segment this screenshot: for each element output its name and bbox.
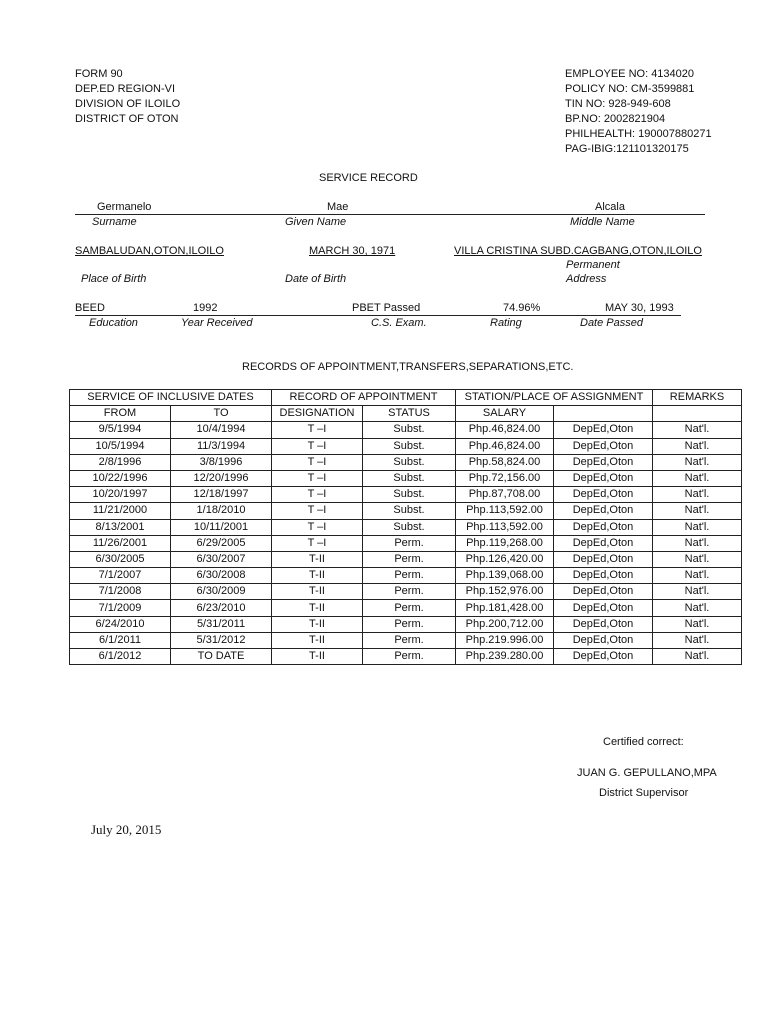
table-row — [70, 470, 742, 486]
table-row — [70, 584, 742, 600]
cell-from: 9/5/1994 — [70, 422, 171, 438]
header-service-dates: SERVICE OF INCLUSIVE DATES — [70, 390, 272, 406]
cell-designation: T-II — [272, 632, 363, 648]
header-designation: DESIGNATION — [272, 406, 363, 422]
cell-station: DepEd,Oton — [554, 584, 653, 600]
cell-salary: Php.200,712.00 — [456, 616, 554, 632]
table-group-header-row — [70, 390, 742, 406]
middle-name-value: Alcala — [595, 201, 625, 213]
cell-remarks: Nat'l. — [653, 503, 742, 519]
cell-from: 6/1/2012 — [70, 649, 171, 665]
cell-remarks: Nat'l. — [653, 535, 742, 551]
cell-to: 10/4/1994 — [171, 422, 272, 438]
cell-remarks: Nat'l. — [653, 649, 742, 665]
cell-status: Subst. — [363, 438, 456, 454]
cell-station: DepEd,Oton — [554, 535, 653, 551]
header-from: FROM — [70, 406, 171, 422]
tin-number: TIN NO: 928-949-608 — [565, 98, 671, 110]
cell-from: 7/1/2009 — [70, 600, 171, 616]
cell-remarks: Nat'l. — [653, 584, 742, 600]
table-sub-header-row — [70, 406, 742, 422]
cell-designation: T –I — [272, 503, 363, 519]
records-title: RECORDS OF APPOINTMENT,TRANSFERS,SEPARATIONS,ETC. — [242, 361, 574, 373]
service-records-table — [69, 389, 742, 665]
cell-station: DepEd,Oton — [554, 568, 653, 584]
cell-status: Perm. — [363, 600, 456, 616]
place-of-birth-label: Place of Birth — [81, 273, 147, 285]
header-remarks: REMARKS — [653, 390, 742, 406]
table-row — [70, 454, 742, 470]
cell-station: DepEd,Oton — [554, 616, 653, 632]
cell-to: 12/18/1997 — [171, 487, 272, 503]
cell-remarks: Nat'l. — [653, 551, 742, 567]
cs-exam-label: C.S. Exam. — [371, 317, 427, 329]
cell-from: 10/22/1996 — [70, 470, 171, 486]
cell-to: 6/30/2009 — [171, 584, 272, 600]
year-received-value: 1992 — [193, 302, 218, 314]
cell-station: DepEd,Oton — [554, 632, 653, 648]
cell-remarks: Nat'l. — [653, 632, 742, 648]
cell-to: 12/20/1996 — [171, 470, 272, 486]
table-row — [70, 503, 742, 519]
given-name-value: Mae — [327, 201, 349, 213]
table-row — [70, 616, 742, 632]
cell-status: Subst. — [363, 422, 456, 438]
cell-to: TO DATE — [171, 649, 272, 665]
address-value: VILLA CRISTINA SUBD.CAGBANG,OTON,ILOILO — [454, 245, 702, 257]
cell-to: 6/23/2010 — [171, 600, 272, 616]
cell-from: 11/26/2001 — [70, 535, 171, 551]
cell-status: Perm. — [363, 535, 456, 551]
cell-designation: T –I — [272, 454, 363, 470]
table-row — [70, 551, 742, 567]
cell-designation: T –I — [272, 487, 363, 503]
records-body — [70, 422, 742, 665]
table-row — [70, 519, 742, 535]
cell-station: DepEd,Oton — [554, 470, 653, 486]
name-underline — [75, 214, 705, 215]
cell-station: DepEd,Oton — [554, 551, 653, 567]
cell-to: 5/31/2012 — [171, 632, 272, 648]
cell-salary: Php.46,824.00 — [456, 438, 554, 454]
cell-salary: Php.58,824.00 — [456, 454, 554, 470]
cell-remarks: Nat'l. — [653, 519, 742, 535]
philhealth-number: PHILHEALTH: 190007880271 — [565, 128, 712, 140]
cell-remarks: Nat'l. — [653, 487, 742, 503]
cell-designation: T –I — [272, 438, 363, 454]
document-title: SERVICE RECORD — [319, 172, 418, 184]
header-status: STATUS — [363, 406, 456, 422]
cell-status: Subst. — [363, 454, 456, 470]
cell-to: 6/29/2005 — [171, 535, 272, 551]
cell-station: DepEd,Oton — [554, 600, 653, 616]
surname-value: Germanelo — [97, 201, 152, 213]
cell-from: 6/30/2005 — [70, 551, 171, 567]
cell-from: 10/20/1997 — [70, 487, 171, 503]
office-header — [75, 67, 180, 127]
table-row — [70, 600, 742, 616]
cell-station: DepEd,Oton — [554, 487, 653, 503]
cell-station: DepEd,Oton — [554, 438, 653, 454]
table-row — [70, 438, 742, 454]
place-of-birth-value: SAMBALUDAN,OTON,ILOILO — [75, 245, 224, 257]
cell-remarks: Nat'l. — [653, 438, 742, 454]
cell-station: DepEd,Oton — [554, 503, 653, 519]
rating-label: Rating — [490, 317, 522, 329]
cell-designation: T-II — [272, 584, 363, 600]
employee-number: EMPLOYEE NO: 4134020 — [565, 68, 695, 80]
cell-status: Perm. — [363, 584, 456, 600]
year-received-label: Year Received — [181, 317, 253, 329]
cell-designation: T –I — [272, 470, 363, 486]
cell-status: Subst. — [363, 519, 456, 535]
cell-status: Perm. — [363, 551, 456, 567]
header-record-of-appointment: RECORD OF APPOINTMENT — [272, 390, 456, 406]
header-station: STATION/PLACE OF ASSIGNMENT — [456, 390, 653, 406]
cell-station: DepEd,Oton — [554, 454, 653, 470]
cell-designation: T –I — [272, 535, 363, 551]
date-passed-value: MAY 30, 1993 — [605, 302, 674, 314]
date-of-birth-label: Date of Birth — [285, 273, 347, 285]
form-number: FORM 90 — [75, 68, 123, 80]
surname-label: Surname — [92, 216, 137, 228]
certified-correct: Certified correct: — [603, 736, 684, 748]
cell-salary: Php.87,708.00 — [456, 487, 554, 503]
header-station-blank — [554, 406, 653, 422]
date-of-birth-value: MARCH 30, 1971 — [309, 245, 396, 257]
table-row — [70, 535, 742, 551]
cell-from: 11/21/2000 — [70, 503, 171, 519]
cell-salary: Php.152,976.00 — [456, 584, 554, 600]
cell-salary: Php.181,428.00 — [456, 600, 554, 616]
cell-designation: T-II — [272, 600, 363, 616]
education-underline — [75, 315, 681, 316]
cell-salary: Php.72,156.00 — [456, 470, 554, 486]
cell-salary: Php.119,268.00 — [456, 535, 554, 551]
cell-salary: Php.239.280.00 — [456, 649, 554, 665]
table-row — [70, 422, 742, 438]
education-value: BEED — [75, 302, 105, 314]
cell-status: Subst. — [363, 487, 456, 503]
table-row — [70, 632, 742, 648]
cell-designation: T-II — [272, 616, 363, 632]
cell-status: Perm. — [363, 649, 456, 665]
cell-from: 6/24/2010 — [70, 616, 171, 632]
cell-status: Perm. — [363, 632, 456, 648]
cell-from: 7/1/2007 — [70, 568, 171, 584]
cell-designation: T-II — [272, 568, 363, 584]
cell-to: 11/3/1994 — [171, 438, 272, 454]
cell-status: Perm. — [363, 616, 456, 632]
middle-name-label: Middle Name — [570, 216, 635, 228]
cell-station: DepEd,Oton — [554, 519, 653, 535]
cell-from: 7/1/2008 — [70, 584, 171, 600]
table-row — [70, 568, 742, 584]
cell-to: 3/8/1996 — [171, 454, 272, 470]
cell-remarks: Nat'l. — [653, 600, 742, 616]
district: DISTRICT OF OTON — [75, 113, 179, 125]
cell-designation: T-II — [272, 649, 363, 665]
region: DEP.ED REGION-VI — [75, 83, 176, 95]
cs-exam-value: PBET Passed — [352, 302, 421, 314]
cell-remarks: Nat'l. — [653, 568, 742, 584]
cell-remarks: Nat'l. — [653, 470, 742, 486]
cell-remarks: Nat'l. — [653, 422, 742, 438]
cell-salary: Php.113,592.00 — [456, 519, 554, 535]
pagibig-number: PAG-IBIG:121101320175 — [565, 143, 689, 155]
cell-station: DepEd,Oton — [554, 649, 653, 665]
given-name-label: Given Name — [285, 216, 347, 228]
date-passed-label: Date Passed — [580, 317, 643, 329]
address-label-1: Permanent — [566, 259, 620, 271]
cell-to: 6/30/2007 — [171, 551, 272, 567]
rating-value: 74.96% — [503, 302, 541, 314]
education-label: Education — [89, 317, 138, 329]
cell-status: Perm. — [363, 568, 456, 584]
header-remarks-blank — [653, 406, 742, 422]
cell-from: 10/5/1994 — [70, 438, 171, 454]
cell-from: 2/8/1996 — [70, 454, 171, 470]
cell-station: DepEd,Oton — [554, 422, 653, 438]
table-row — [70, 649, 742, 665]
division: DIVISION OF ILOILO — [75, 98, 181, 110]
header-to: TO — [171, 406, 272, 422]
address-label-2: Address — [566, 273, 607, 285]
cell-designation: T –I — [272, 519, 363, 535]
cell-remarks: Nat'l. — [653, 454, 742, 470]
cell-salary: Php.219.996.00 — [456, 632, 554, 648]
cell-designation: T-II — [272, 551, 363, 567]
table-row — [70, 487, 742, 503]
document-date: July 20, 2015 — [91, 822, 162, 837]
header-salary: SALARY — [456, 406, 554, 422]
signatory-name: JUAN G. GEPULLANO,MPA — [577, 767, 717, 779]
cell-to: 1/18/2010 — [171, 503, 272, 519]
policy-number: POLICY NO: CM-3599881 — [565, 83, 695, 95]
employee-ids — [565, 67, 712, 157]
cell-salary: Php.46,824.00 — [456, 422, 554, 438]
cell-remarks: Nat'l. — [653, 616, 742, 632]
bp-number: BP.NO: 2002821904 — [565, 113, 666, 125]
signatory-position: District Supervisor — [599, 787, 689, 799]
cell-salary: Php.139,068.00 — [456, 568, 554, 584]
cell-from: 6/1/2011 — [70, 632, 171, 648]
cell-salary: Php.126,420.00 — [456, 551, 554, 567]
cell-status: Subst. — [363, 470, 456, 486]
cell-to: 10/11/2001 — [171, 519, 272, 535]
cell-from: 8/13/2001 — [70, 519, 171, 535]
cell-designation: T –I — [272, 422, 363, 438]
cell-salary: Php.113,592.00 — [456, 503, 554, 519]
cell-status: Subst. — [363, 503, 456, 519]
cell-to: 6/30/2008 — [171, 568, 272, 584]
cell-to: 5/31/2011 — [171, 616, 272, 632]
